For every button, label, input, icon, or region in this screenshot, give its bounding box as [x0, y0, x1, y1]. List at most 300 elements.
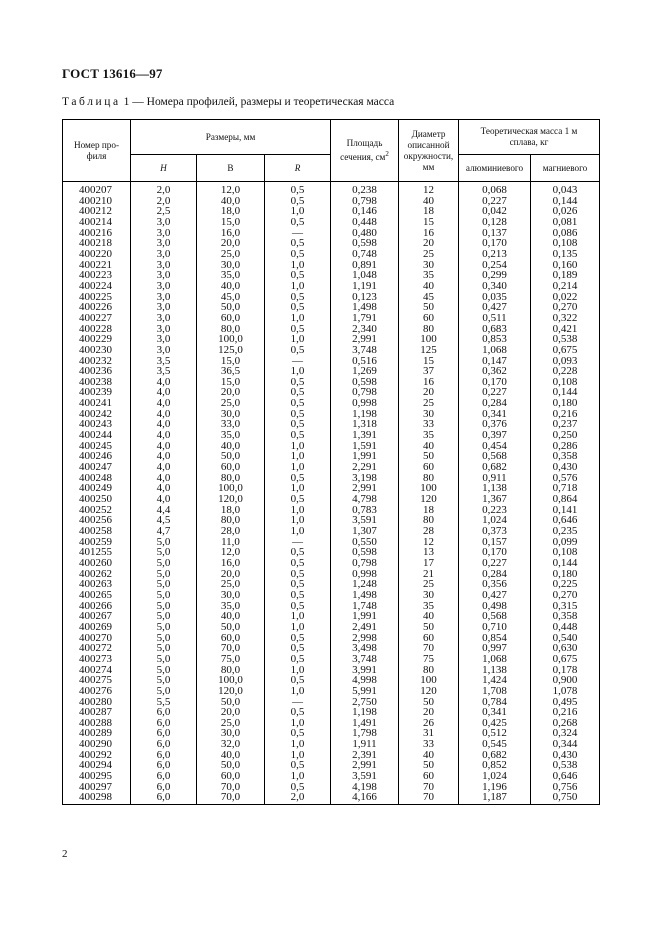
table-row [63, 792, 600, 804]
cell-r: 1,0 [265, 718, 331, 729]
cell-mass-magnesium: 0,286 [531, 441, 600, 452]
cell-r: 0,5 [265, 387, 331, 398]
table-row [63, 451, 600, 462]
table-row [63, 739, 600, 750]
cell-mass-magnesium: 0,144 [531, 558, 600, 569]
cell-b: 30,0 [197, 409, 265, 420]
cell-diameter: 60 [399, 462, 459, 473]
cell-mass-aluminium: 0,427 [459, 302, 531, 313]
cell-mass-aluminium: 0,042 [459, 206, 531, 217]
cell-mass-magnesium: 0,630 [531, 643, 600, 654]
cell-h: 5,0 [131, 601, 197, 612]
table-row [63, 260, 600, 271]
cell-r: 1,0 [265, 441, 331, 452]
cell-area: 1,198 [331, 707, 399, 718]
cell-b: 60,0 [197, 771, 265, 782]
cell-mass-magnesium: 1,078 [531, 686, 600, 697]
cell-b: 20,0 [197, 238, 265, 249]
cell-profile-number: 400214 [63, 217, 131, 228]
cell-diameter: 50 [399, 760, 459, 771]
cell-mass-aluminium: 0,784 [459, 697, 531, 708]
cell-mass-magnesium: 0,344 [531, 739, 600, 750]
cell-r: — [265, 356, 331, 367]
cell-profile-number: 400259 [63, 537, 131, 548]
cell-mass-aluminium: 0,568 [459, 451, 531, 462]
cell-r: 0,5 [265, 409, 331, 420]
cell-area: 1,791 [331, 313, 399, 324]
table-row [63, 569, 600, 580]
cell-area: 3,991 [331, 665, 399, 676]
cell-b: 70,0 [197, 782, 265, 793]
cell-mass-aluminium: 0,512 [459, 728, 531, 739]
cell-profile-number: 400276 [63, 686, 131, 697]
table-row [63, 633, 600, 644]
cell-area: 0,598 [331, 377, 399, 388]
cell-profile-number: 400267 [63, 611, 131, 622]
cell-area: 0,550 [331, 537, 399, 548]
cell-mass-aluminium: 0,213 [459, 249, 531, 260]
cell-mass-aluminium: 1,138 [459, 665, 531, 676]
cell-mass-magnesium: 0,144 [531, 387, 600, 398]
cell-mass-aluminium: 0,227 [459, 196, 531, 207]
cell-mass-magnesium: 0,225 [531, 579, 600, 590]
table-row [63, 366, 600, 377]
cell-diameter: 30 [399, 409, 459, 420]
cell-profile-number: 400244 [63, 430, 131, 441]
cell-diameter: 31 [399, 728, 459, 739]
table-row [63, 707, 600, 718]
table-row [63, 547, 600, 558]
cell-diameter: 33 [399, 419, 459, 430]
cell-r: 1,0 [265, 334, 331, 345]
cell-mass-aluminium: 0,227 [459, 387, 531, 398]
cell-b: 25,0 [197, 398, 265, 409]
cell-profile-number: 400294 [63, 760, 131, 771]
cell-diameter: 70 [399, 792, 459, 804]
cell-h: 6,0 [131, 728, 197, 739]
cell-b: 35,0 [197, 601, 265, 612]
cell-mass-aluminium: 0,227 [459, 558, 531, 569]
cell-r: 1,0 [265, 451, 331, 462]
cell-profile-number: 400274 [63, 665, 131, 676]
cell-mass-magnesium: 0,189 [531, 270, 600, 281]
cell-diameter: 26 [399, 718, 459, 729]
table-row [63, 750, 600, 761]
cell-profile-number: 400226 [63, 302, 131, 313]
cell-diameter: 30 [399, 590, 459, 601]
cell-r: 1,0 [265, 483, 331, 494]
table-row [63, 182, 600, 196]
header-dimensions: Размеры, мм [131, 120, 331, 155]
cell-mass-aluminium: 0,854 [459, 633, 531, 644]
table-row [63, 665, 600, 676]
cell-r: 0,5 [265, 760, 331, 771]
cell-h: 4,0 [131, 419, 197, 430]
cell-mass-aluminium: 0,284 [459, 398, 531, 409]
table-row [63, 313, 600, 324]
cell-mass-aluminium: 0,254 [459, 260, 531, 271]
cell-r: 0,5 [265, 473, 331, 484]
cell-h: 4,0 [131, 451, 197, 462]
cell-r: 0,5 [265, 398, 331, 409]
cell-mass-magnesium: 0,315 [531, 601, 600, 612]
cell-area: 0,598 [331, 238, 399, 249]
table-row [63, 558, 600, 569]
cell-h: 3,0 [131, 324, 197, 335]
cell-mass-magnesium: 0,448 [531, 622, 600, 633]
cell-r: 1,0 [265, 505, 331, 516]
cell-mass-magnesium: 0,216 [531, 409, 600, 420]
cell-h: 4,5 [131, 515, 197, 526]
cell-area: 1,798 [331, 728, 399, 739]
cell-h: 4,0 [131, 483, 197, 494]
cell-b: 70,0 [197, 643, 265, 654]
table-row [63, 643, 600, 654]
table-row [63, 590, 600, 601]
cell-area: 3,591 [331, 515, 399, 526]
cell-diameter: 60 [399, 313, 459, 324]
cell-diameter: 125 [399, 345, 459, 356]
cell-b: 12,0 [197, 547, 265, 558]
cell-profile-number: 400290 [63, 739, 131, 750]
cell-area: 0,516 [331, 356, 399, 367]
cell-b: 50,0 [197, 760, 265, 771]
cell-h: 4,4 [131, 505, 197, 516]
cell-mass-magnesium: 0,099 [531, 537, 600, 548]
cell-b: 33,0 [197, 419, 265, 430]
cell-mass-aluminium: 0,170 [459, 547, 531, 558]
table-row [63, 697, 600, 708]
cell-b: 120,0 [197, 494, 265, 505]
cell-profile-number: 400236 [63, 366, 131, 377]
cell-diameter: 37 [399, 366, 459, 377]
cell-r: 0,5 [265, 430, 331, 441]
cell-area: 0,891 [331, 260, 399, 271]
cell-mass-aluminium: 0,284 [459, 569, 531, 580]
cell-profile-number: 400256 [63, 515, 131, 526]
cell-diameter: 16 [399, 228, 459, 239]
cell-mass-aluminium: 0,362 [459, 366, 531, 377]
cell-r: 0,5 [265, 601, 331, 612]
cell-diameter: 35 [399, 270, 459, 281]
cell-mass-aluminium: 0,425 [459, 718, 531, 729]
table-row [63, 430, 600, 441]
cell-profile-number: 400228 [63, 324, 131, 335]
table-row [63, 398, 600, 409]
cell-profile-number: 400241 [63, 398, 131, 409]
cell-mass-magnesium: 0,086 [531, 228, 600, 239]
table-row [63, 377, 600, 388]
profiles-table [62, 119, 600, 805]
cell-profile-number: 400280 [63, 697, 131, 708]
cell-mass-magnesium: 0,540 [531, 633, 600, 644]
cell-profile-number: 400227 [63, 313, 131, 324]
cell-area: 2,340 [331, 324, 399, 335]
table-caption [62, 96, 394, 108]
cell-h: 5,0 [131, 537, 197, 548]
cell-b: 50,0 [197, 451, 265, 462]
cell-h: 3,0 [131, 313, 197, 324]
table-row [63, 441, 600, 452]
cell-diameter: 40 [399, 441, 459, 452]
cell-mass-magnesium: 0,538 [531, 760, 600, 771]
cell-profile-number: 400289 [63, 728, 131, 739]
header-area: Площадь сечения, $см^2$ [331, 120, 399, 182]
cell-mass-magnesium: 0,216 [531, 707, 600, 718]
cell-b: 16,0 [197, 558, 265, 569]
cell-diameter: 100 [399, 334, 459, 345]
cell-b: 20,0 [197, 707, 265, 718]
cell-b: 50,0 [197, 622, 265, 633]
cell-area: 0,123 [331, 292, 399, 303]
cell-diameter: 17 [399, 558, 459, 569]
cell-r: 0,5 [265, 728, 331, 739]
cell-area: 3,748 [331, 345, 399, 356]
cell-mass-aluminium: 0,682 [459, 750, 531, 761]
cell-r: — [265, 228, 331, 239]
cell-diameter: 40 [399, 281, 459, 292]
cell-profile-number: 400272 [63, 643, 131, 654]
cell-area: 4,798 [331, 494, 399, 505]
cell-profile-number: 400292 [63, 750, 131, 761]
cell-diameter: 12 [399, 182, 459, 196]
cell-mass-aluminium: 0,170 [459, 238, 531, 249]
cell-diameter: 40 [399, 750, 459, 761]
cell-h: 5,0 [131, 558, 197, 569]
cell-r: 0,5 [265, 569, 331, 580]
cell-diameter: 20 [399, 707, 459, 718]
area-unit-superscript: 2 [385, 149, 389, 158]
table-row [63, 483, 600, 494]
cell-h: 4,0 [131, 398, 197, 409]
cell-r: 0,5 [265, 249, 331, 260]
cell-mass-aluminium: 0,137 [459, 228, 531, 239]
table-row [63, 601, 600, 612]
table-row [63, 292, 600, 303]
header-h: H [131, 155, 197, 182]
cell-area: 5,991 [331, 686, 399, 697]
table-row [63, 206, 600, 217]
cell-area: 0,480 [331, 228, 399, 239]
cell-mass-aluminium: 1,068 [459, 654, 531, 665]
cell-r: 1,0 [265, 206, 331, 217]
cell-r: 1,0 [265, 366, 331, 377]
cell-mass-aluminium: 0,356 [459, 579, 531, 590]
table-row [63, 419, 600, 430]
cell-b: 100,0 [197, 675, 265, 686]
table-row [63, 494, 600, 505]
cell-r: 0,5 [265, 633, 331, 644]
page-number: 2 [62, 848, 68, 860]
cell-mass-magnesium: 0,270 [531, 590, 600, 601]
table-row [63, 196, 600, 207]
cell-r: 0,5 [265, 377, 331, 388]
cell-h: 3,0 [131, 238, 197, 249]
cell-area: 1,048 [331, 270, 399, 281]
cell-area: 0,748 [331, 249, 399, 260]
cell-profile-number: 400221 [63, 260, 131, 271]
cell-diameter: 50 [399, 622, 459, 633]
cell-profile-number: 400252 [63, 505, 131, 516]
cell-r: 0,5 [265, 675, 331, 686]
cell-mass-aluminium: 0,299 [459, 270, 531, 281]
cell-mass-magnesium: 0,538 [531, 334, 600, 345]
cell-h: 5,0 [131, 643, 197, 654]
cell-area: 1,248 [331, 579, 399, 590]
cell-h: 3,0 [131, 281, 197, 292]
cell-area: 3,748 [331, 654, 399, 665]
cell-profile-number: 400212 [63, 206, 131, 217]
cell-b: 125,0 [197, 345, 265, 356]
cell-profile-number: 400210 [63, 196, 131, 207]
cell-diameter: 21 [399, 569, 459, 580]
cell-profile-number: 400245 [63, 441, 131, 452]
cell-profile-number: 400248 [63, 473, 131, 484]
cell-mass-magnesium: 0,214 [531, 281, 600, 292]
table-row [63, 686, 600, 697]
cell-area: 1,591 [331, 441, 399, 452]
cell-h: 3,0 [131, 217, 197, 228]
cell-area: 1,498 [331, 302, 399, 313]
cell-b: 18,0 [197, 505, 265, 516]
cell-r: 1,0 [265, 686, 331, 697]
cell-r: 1,0 [265, 526, 331, 537]
cell-b: 120,0 [197, 686, 265, 697]
cell-h: 3,0 [131, 345, 197, 356]
cell-r: 2,0 [265, 792, 331, 804]
cell-h: 4,0 [131, 409, 197, 420]
cell-diameter: 80 [399, 473, 459, 484]
cell-area: 2,491 [331, 622, 399, 633]
cell-profile-number: 400297 [63, 782, 131, 793]
cell-mass-aluminium: 0,852 [459, 760, 531, 771]
cell-mass-magnesium: 0,576 [531, 473, 600, 484]
cell-r: 1,0 [265, 771, 331, 782]
cell-diameter: 60 [399, 633, 459, 644]
cell-h: 6,0 [131, 782, 197, 793]
cell-diameter: 35 [399, 430, 459, 441]
cell-mass-magnesium: 0,235 [531, 526, 600, 537]
cell-b: 20,0 [197, 387, 265, 398]
cell-b: 25,0 [197, 249, 265, 260]
cell-diameter: 120 [399, 686, 459, 697]
cell-diameter: 15 [399, 356, 459, 367]
cell-r: 0,5 [265, 558, 331, 569]
cell-mass-magnesium: 0,750 [531, 792, 600, 804]
cell-mass-aluminium: 1,024 [459, 515, 531, 526]
header-b: B [197, 155, 265, 182]
page-header: ГОСТ 13616—97 [62, 66, 163, 81]
cell-mass-aluminium: 0,157 [459, 537, 531, 548]
cell-profile-number: 400275 [63, 675, 131, 686]
cell-profile-number: 400242 [63, 409, 131, 420]
cell-h: 6,0 [131, 707, 197, 718]
cell-r: 1,0 [265, 665, 331, 676]
table-row [63, 622, 600, 633]
cell-h: 4,0 [131, 441, 197, 452]
table-body [63, 182, 600, 805]
cell-profile-number: 400295 [63, 771, 131, 782]
cell-b: 36,5 [197, 366, 265, 377]
cell-mass-aluminium: 0,341 [459, 409, 531, 420]
cell-diameter: 20 [399, 238, 459, 249]
cell-r: — [265, 697, 331, 708]
cell-r: 1,0 [265, 750, 331, 761]
cell-profile-number: 400232 [63, 356, 131, 367]
cell-b: 50,0 [197, 302, 265, 313]
cell-mass-aluminium: 1,708 [459, 686, 531, 697]
table-row [63, 782, 600, 793]
table-row [63, 334, 600, 345]
table-row [63, 281, 600, 292]
cell-b: 40,0 [197, 441, 265, 452]
table-row [63, 654, 600, 665]
cell-r: 0,5 [265, 654, 331, 665]
table-row [63, 345, 600, 356]
cell-b: 30,0 [197, 590, 265, 601]
cell-b: 40,0 [197, 281, 265, 292]
cell-h: 5,0 [131, 569, 197, 580]
table-row [63, 675, 600, 686]
cell-area: 0,998 [331, 569, 399, 580]
cell-mass-aluminium: 0,427 [459, 590, 531, 601]
table-row [63, 217, 600, 228]
cell-mass-magnesium: 0,180 [531, 569, 600, 580]
cell-profile-number: 400262 [63, 569, 131, 580]
cell-r: 1,0 [265, 611, 331, 622]
cell-r: — [265, 537, 331, 548]
cell-profile-number: 400287 [63, 707, 131, 718]
cell-profile-number: 400263 [63, 579, 131, 590]
cell-b: 60,0 [197, 633, 265, 644]
cell-diameter: 80 [399, 665, 459, 676]
table-row [63, 718, 600, 729]
cell-profile-number: 400269 [63, 622, 131, 633]
table-caption-text: 1 — Номера профилей, размеры и теоретическая масса [120, 96, 395, 108]
cell-mass-magnesium: 0,268 [531, 718, 600, 729]
cell-mass-magnesium: 0,358 [531, 451, 600, 462]
cell-mass-magnesium: 0,675 [531, 345, 600, 356]
cell-mass-magnesium: 0,358 [531, 611, 600, 622]
header-aluminium: алюминиевого [459, 155, 531, 182]
cell-mass-magnesium: 0,430 [531, 462, 600, 473]
cell-diameter: 80 [399, 324, 459, 335]
cell-mass-aluminium: 1,196 [459, 782, 531, 793]
cell-h: 4,0 [131, 387, 197, 398]
table-row [63, 760, 600, 771]
cell-b: 80,0 [197, 515, 265, 526]
cell-mass-magnesium: 0,093 [531, 356, 600, 367]
cell-mass-aluminium: 0,035 [459, 292, 531, 303]
cell-h: 6,0 [131, 750, 197, 761]
cell-area: 0,798 [331, 558, 399, 569]
cell-h: 2,0 [131, 182, 197, 196]
cell-r: 0,5 [265, 345, 331, 356]
cell-diameter: 20 [399, 387, 459, 398]
cell-area: 1,991 [331, 451, 399, 462]
table-row [63, 249, 600, 260]
table-row [63, 409, 600, 420]
cell-diameter: 50 [399, 451, 459, 462]
cell-h: 5,0 [131, 675, 197, 686]
cell-profile-number: 400265 [63, 590, 131, 601]
cell-area: 1,911 [331, 739, 399, 750]
cell-b: 32,0 [197, 739, 265, 750]
cell-profile-number: 400224 [63, 281, 131, 292]
cell-b: 40,0 [197, 196, 265, 207]
cell-h: 3,5 [131, 356, 197, 367]
cell-diameter: 70 [399, 782, 459, 793]
